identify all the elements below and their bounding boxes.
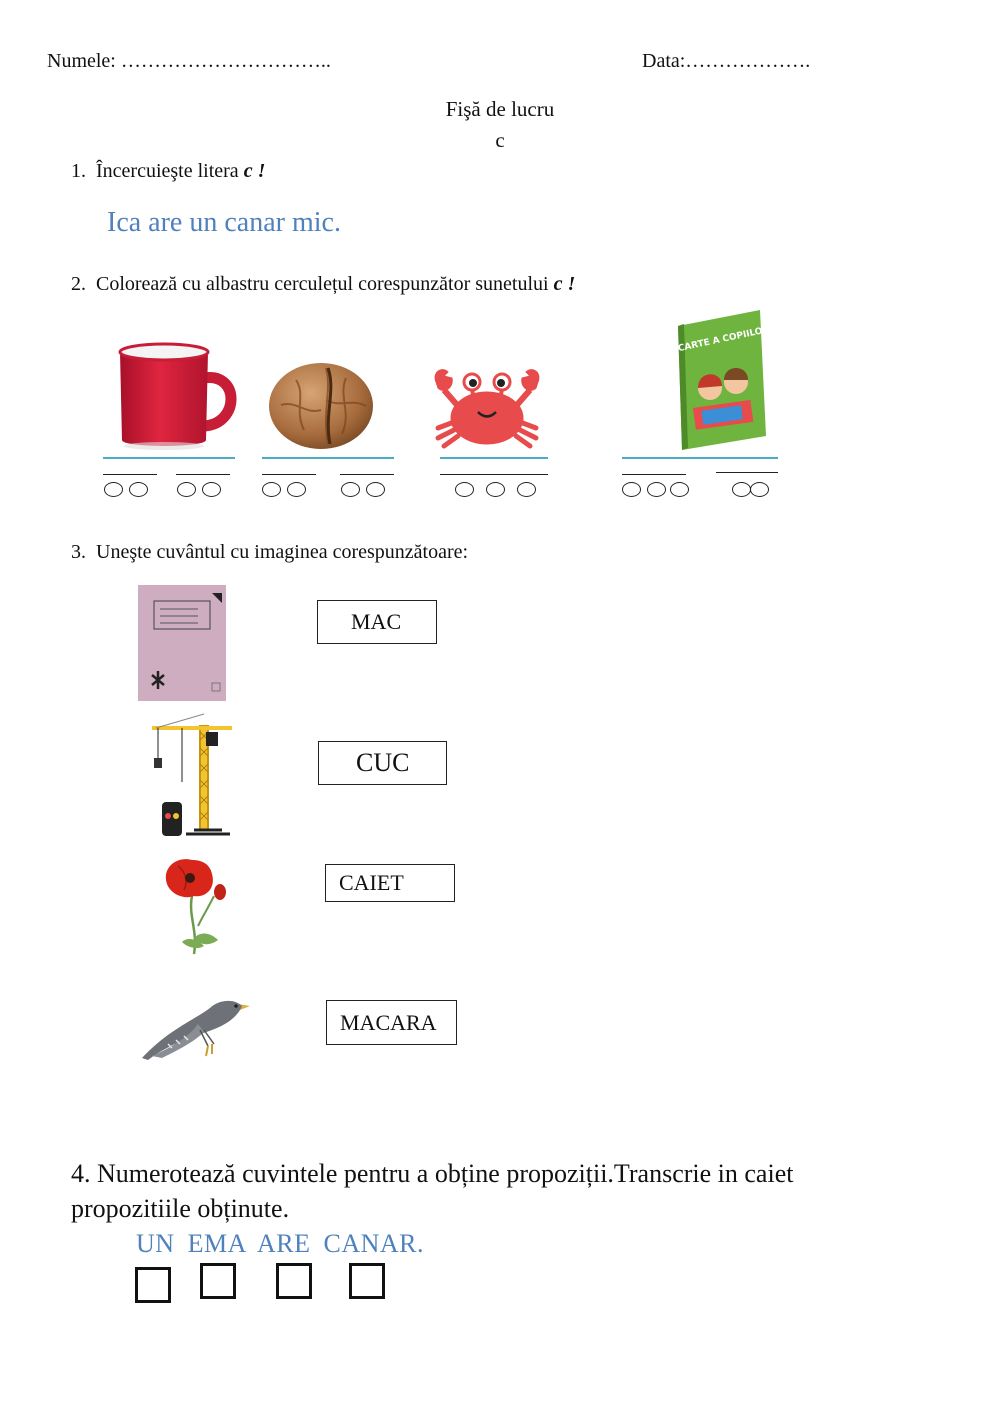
number-box-3[interactable] — [276, 1263, 312, 1299]
question-4-line-2: propozitiile obținute. — [71, 1194, 290, 1223]
walnut-icon — [266, 360, 376, 452]
answer-line-2 — [262, 457, 394, 459]
sound-circle[interactable] — [177, 482, 196, 497]
word-box-macara[interactable]: MACARA — [326, 1000, 457, 1045]
sound-circle[interactable] — [129, 482, 148, 497]
sound-circle[interactable] — [287, 482, 306, 497]
question-1-letter: c ! — [243, 160, 266, 182]
worksheet-title: Fişă de lucru — [445, 97, 555, 121]
number-box-2[interactable] — [200, 1263, 236, 1299]
answer-line-3 — [440, 457, 548, 459]
sound-circle[interactable] — [670, 482, 689, 497]
sound-circle[interactable] — [202, 482, 221, 497]
syllable-line — [622, 474, 686, 475]
word-box-caiet[interactable]: CAIET — [325, 864, 455, 902]
sound-circle[interactable] — [262, 482, 281, 497]
syllable-line — [262, 474, 316, 475]
sound-circle[interactable] — [341, 482, 360, 497]
book-icon — [638, 308, 805, 452]
worksheet-letter: c — [495, 128, 505, 152]
syllable-line — [440, 474, 548, 475]
name-field-label: Numele: ………………………….. — [47, 50, 331, 72]
word-box-mac[interactable]: MAC — [317, 600, 437, 644]
q4-word: EMA — [187, 1229, 246, 1258]
question-2-number: 2. — [71, 273, 86, 295]
question-3-text: Uneşte cuvântul cu imaginea corespunzătoare: — [96, 541, 469, 563]
syllable-line — [176, 474, 230, 475]
cuckoo-icon[interactable] — [138, 994, 252, 1068]
question-2-letter: c ! — [553, 273, 576, 295]
question-1-text: Încercuieşte litera — [96, 160, 239, 182]
sound-circle[interactable] — [647, 482, 666, 497]
sound-circle[interactable] — [486, 482, 505, 497]
q4-word-list — [136, 1229, 424, 1259]
sound-circle[interactable] — [104, 482, 123, 497]
sound-circle[interactable] — [455, 482, 474, 497]
word-box-cuc[interactable]: CUC — [318, 741, 447, 785]
book-title: MAREA CARTE A COPIILOR ISTEȚI — [638, 317, 805, 363]
crab-icon — [432, 366, 542, 450]
syllable-line — [716, 472, 778, 473]
sound-circle[interactable] — [732, 482, 751, 497]
sound-circle[interactable] — [517, 482, 536, 497]
notebook-icon[interactable] — [138, 585, 226, 701]
number-box-4[interactable] — [349, 1263, 385, 1299]
question-4-line-1: 4. Numerotează cuvintele pentru a obține propoziții.Transcrie in caiet — [71, 1159, 794, 1188]
q4-word: ARE — [256, 1229, 311, 1258]
q1-sentence[interactable]: Ica are un canar mic. — [107, 207, 341, 238]
question-2-text: Colorează cu albastru cerculețul corespunzător sunetului — [96, 273, 549, 295]
question-1-number: 1. — [71, 160, 86, 182]
syllable-line — [340, 474, 394, 475]
q4-word: CANAR. — [323, 1229, 424, 1258]
question-4 — [71, 1156, 971, 1226]
date-field-label: Data:………………. — [642, 50, 811, 72]
mug-icon — [112, 338, 240, 452]
answer-line-4 — [622, 457, 778, 459]
number-box-1[interactable] — [135, 1267, 171, 1303]
sound-circle[interactable] — [622, 482, 641, 497]
poppy-icon[interactable] — [158, 856, 238, 956]
answer-line-1 — [103, 457, 235, 459]
question-1 — [71, 160, 265, 183]
sound-circle[interactable] — [366, 482, 385, 497]
question-2 — [71, 273, 575, 296]
q4-word: UN — [136, 1229, 175, 1258]
sound-circle[interactable] — [750, 482, 769, 497]
question-3 — [71, 541, 468, 564]
question-3-number: 3. — [71, 541, 86, 563]
syllable-line — [103, 474, 157, 475]
crane-icon[interactable] — [146, 712, 238, 840]
